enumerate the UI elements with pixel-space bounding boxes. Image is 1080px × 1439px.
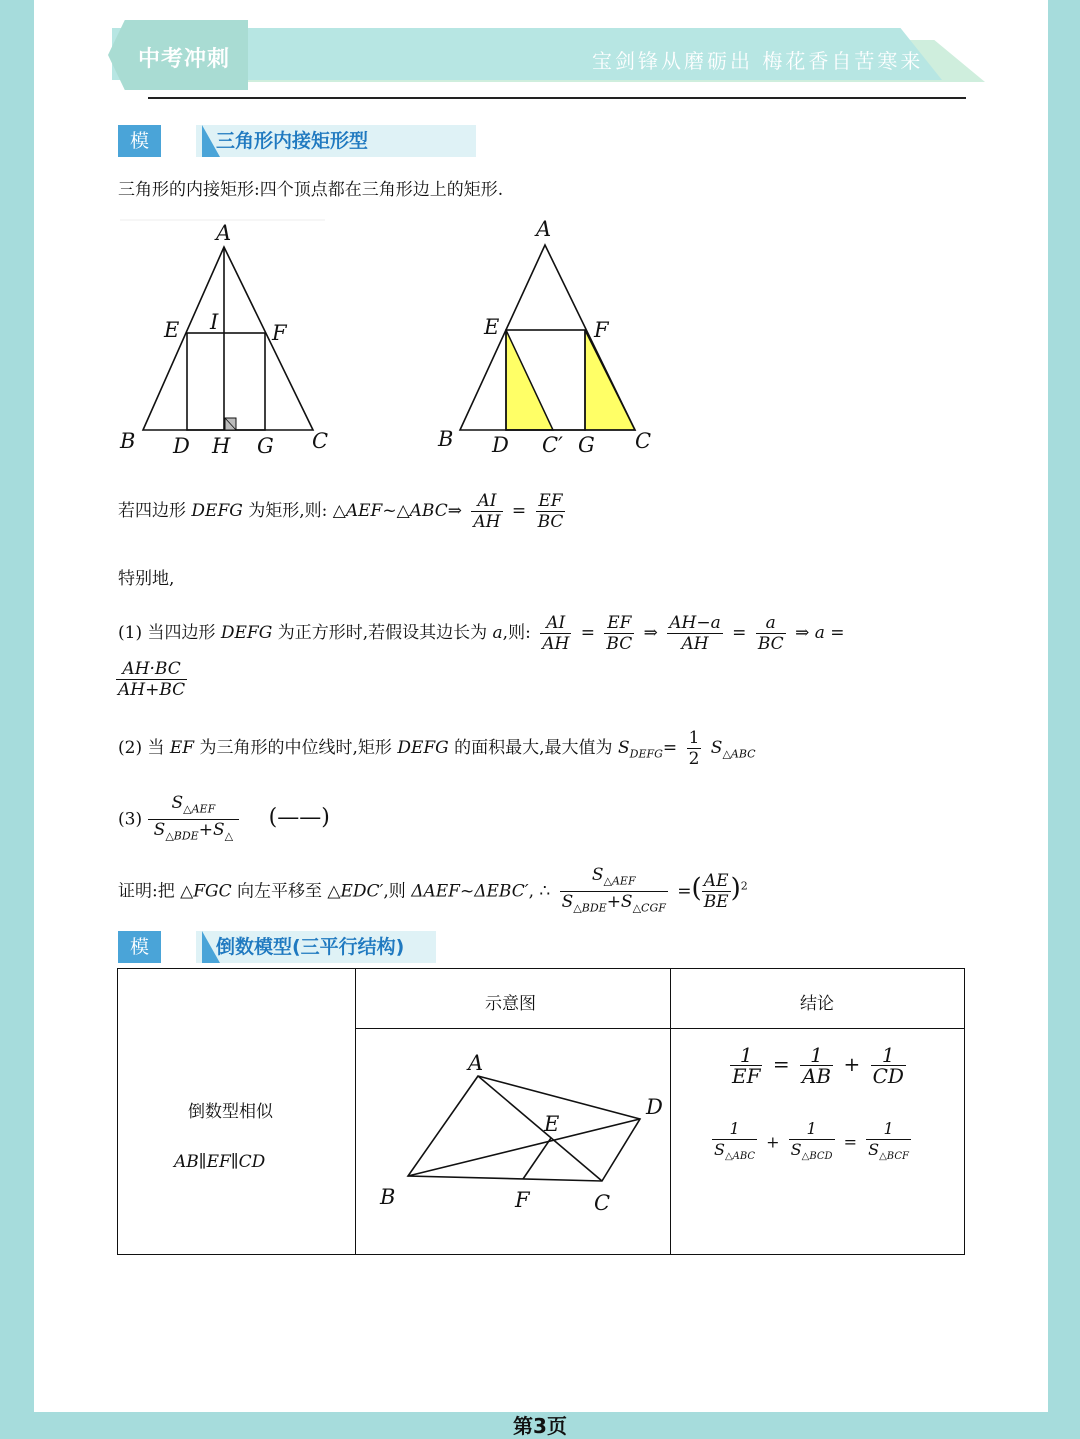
fig1-label-c: C <box>312 429 329 453</box>
fig2-label-f: F <box>594 318 609 342</box>
fig2-label-g: G <box>578 433 595 457</box>
definition-text: 三角形的内接矩形:四个顶点都在三角形边上的矩形. <box>118 180 504 200</box>
header-divider <box>148 97 966 99</box>
frac-ai-ah: $\frac{AI}{AH}$ <box>473 491 501 532</box>
case1-line: (1) 当四边形 DEFG 为正方形时,若假设其边长为 a,则: $\frac{AI}{AH}$ = $\frac{EF}{BC}$ ⇒ $\frac{AH-a}{AH}$ = $\frac{a}{BC}$ ⇒ a = <box>118 613 845 654</box>
header-title: 中考冲刺 <box>138 47 231 72</box>
fig3-label-a: A <box>468 1051 484 1075</box>
row-condition: AB∥EF∥CD <box>174 1152 266 1172</box>
page-number: 第3页 <box>513 1414 567 1438</box>
frac-ef-bc: $\frac{EF}{BC}$ <box>537 491 564 532</box>
section6-tag: 模型六 <box>118 931 161 963</box>
fig1-label-g: G <box>257 434 274 458</box>
table-divider-2 <box>670 969 671 1254</box>
fig3-label-f: F <box>515 1188 530 1212</box>
fig1-label-d: D <box>173 434 190 458</box>
fig2-label-d: D <box>492 433 509 457</box>
fig1-label-i: I <box>210 310 219 334</box>
header-motto: 宝剑锋从磨砺出 梅花香自苦寒来 <box>592 49 924 73</box>
table-header-rule <box>355 1028 964 1029</box>
fig1-label-h: H <box>212 434 231 458</box>
section5-tag: 模型五 <box>118 125 161 157</box>
col-header-conclusion: 结论 <box>800 994 834 1014</box>
table-divider-1 <box>355 969 356 1254</box>
fig2-label-c: C <box>635 429 652 453</box>
statement-similarity: △AEF~△ABC⇒ <box>332 501 462 521</box>
col-header-diagram: 示意图 <box>485 994 536 1014</box>
fig1-label-f: F <box>272 321 287 345</box>
statement-prefix: 若四边形 <box>118 501 186 521</box>
fig3-label-d: D <box>646 1095 663 1119</box>
case3-line: (3) $\frac{S_{\triangle AEF}}{S_{\triangle BDE}+S_\triangle}$ (——) <box>118 793 330 843</box>
fig1-label-b: B <box>120 429 136 453</box>
row-name: 倒数型相似 <box>188 1102 273 1122</box>
conclusion-eq2: $\frac{1}{S_{\triangle ABC}}$ + $\frac{1}{S_{\triangle BCD}}$ = $\frac{1}{S_{\triangle BCF}}$ <box>714 1119 909 1163</box>
case2-line: (2) 当 EF 为三角形的中位线时,矩形 DEFG 的面积最大,最大值为 $S_{DEFG}=$ $\frac{1}{2}$ $S_{\triangle ABC}$ <box>118 728 756 769</box>
statement-quad: DEFG <box>191 501 243 521</box>
fig3-label-e: E <box>544 1112 560 1136</box>
fig1-label-a: A <box>216 221 232 245</box>
figure-reciprocal-model <box>368 1044 668 1224</box>
fig2-label-a: A <box>536 217 552 241</box>
special-heading: 特别地, <box>118 569 175 589</box>
fig2-label-c-prime: C′ <box>542 433 563 457</box>
fig3-label-c: C <box>594 1191 611 1215</box>
proof-line: 证明:把 △FGC 向左平移至 △EDC′,则 ΔAEF~ΔEBC′, ∴ $\frac{S_{\triangle AEF}}{S_{\triangle BDE}+S_{\triangle CGF}}$ =( $\frac{AE}{BE}$ )$^2$ <box>118 865 748 915</box>
case1-result: $\frac{AH\cdot BC}{AH+BC}$ <box>118 659 186 700</box>
section6-name: 倒数模型(三平行结构) <box>196 931 436 963</box>
statement-line: 若四边形 DEFG 为矩形,则: △AEF~△ABC⇒ $\frac{AI}{AH}$ = $\frac{EF}{BC}$ <box>118 491 564 532</box>
conclusion-eq1: $\frac{1}{EF}$ = $\frac{1}{AB}$ + $\frac{1}{CD}$ <box>732 1043 904 1088</box>
fig1-label-e: E <box>164 318 180 342</box>
fig3-label-b: B <box>380 1185 396 1209</box>
fig2-label-e: E <box>484 315 500 339</box>
figure-inscribed-rectangle <box>110 215 350 465</box>
statement-mid: 为矩形,则: <box>248 501 328 521</box>
model-table <box>117 968 965 1255</box>
fig2-label-b: B <box>438 427 454 451</box>
section5-name: 三角形内接矩形型 <box>196 125 476 157</box>
figure-translated-triangles <box>430 210 670 465</box>
